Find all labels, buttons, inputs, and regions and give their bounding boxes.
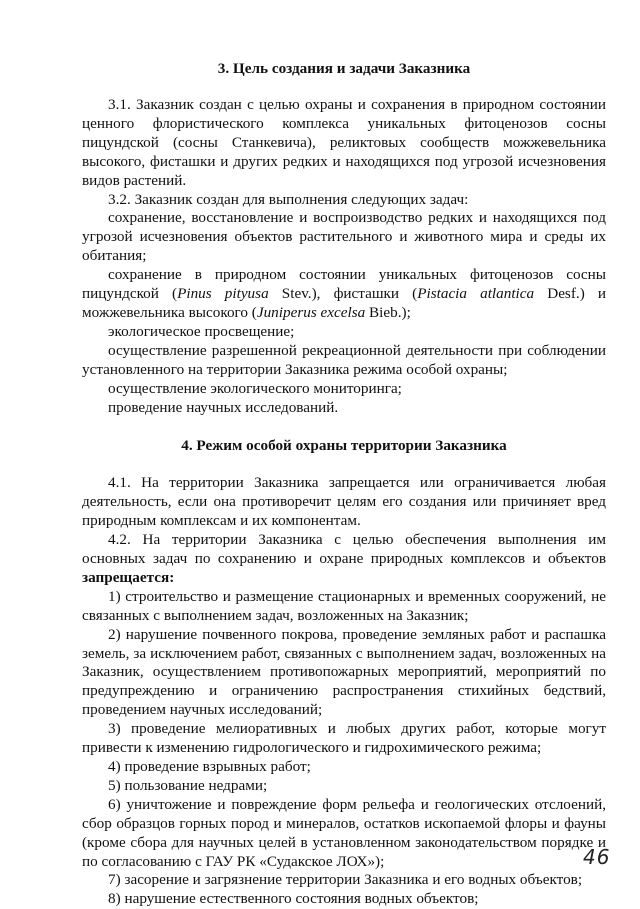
prohibition-item: 3) проведение мелиоративных и любых других работ, которые могут привести к изменению гидрологического и гидрохимического режима;: [82, 720, 606, 757]
task-recreation: осуществление разрешенной рекреационной деятельности при соблюдении установленного на территории Заказника режима особой охраны;: [82, 341, 606, 378]
task-research: проведение научных исследований.: [108, 398, 339, 416]
prohibited-label: запрещается:: [82, 568, 175, 586]
species-pistacia: Pistacia atlantica: [417, 285, 535, 303]
task-text-d: Bieb.);: [365, 303, 411, 321]
prohibition-item: 1) строительство и размещение стационарных и временных сооружений, не связанных с выполнением задач, возложенных на Заказник;: [82, 587, 606, 624]
prohibition-item: 2) нарушение почвенного покрова, проведение земляных работ и распашка земель, за исключением работ, связанных с выполнением задач, возложенных на Заказник, осуществлением противопожарных мероприятий, мероприятий по предупреждению и ограничению распространения стихийных бедствий, проведением научных исследований;: [82, 625, 606, 719]
species-pinus: Pinus pityusa: [177, 285, 269, 303]
paragraph-3-2: 3.2. Заказник создан для выполнения следующих задач:: [108, 190, 469, 208]
paragraph-4-2-text: 4.2. На территории Заказника с целью обеспечения выполнения им основных задач по сохранению и охране природных комплексов и объектов: [82, 531, 606, 568]
prohibition-item: 6) уничтожение и повреждение форм рельефа и геологических отслоений, сбор образцов горных пород и минералов, остатков ископаемой флоры и фауны (кроме сбора для научных целей в установленном законодательством порядке и по согласованию с ГАУ РК «Судакское ЛОХ»);: [82, 795, 606, 870]
task-text-b: Stev.), фисташки (: [268, 285, 418, 303]
prohibition-item: 5) пользование недрами;: [108, 776, 268, 794]
task-conservation: сохранение, восстановление и воспроизводство редких и находящихся под угрозой исчезновения объектов растительного и животного мира и среды их обитания;: [82, 209, 606, 265]
prohibition-item: 7) засорение и загрязнение территории Заказника и его водных объектов;: [108, 871, 583, 889]
prohibition-item: 4) проведение взрывных работ;: [108, 758, 311, 775]
task-preservation-phytocenoses: [82, 266, 606, 323]
prohibition-item: 8) нарушение естественного состояния водных объектов;: [108, 890, 479, 908]
task-text-c: Desf.) и можжевельника высокого (: [82, 285, 606, 321]
page-number: 46: [583, 845, 611, 869]
paragraph-3-1: 3.1. Заказник создан с целью охраны и сохранения в природном состоянии ценного флористического комплекса уникальных фитоценозов сосны пицундской (сосны Станкевича), реликтовых сообществ можжевельника высокого, фисташки и других редких и находящихся под угрозой исчезновения видов растений.: [82, 96, 606, 189]
species-juniperus: Juniperus excelsa: [256, 303, 366, 321]
document-body: [82, 59, 606, 909]
section-4-heading: 4. Режим особой охраны территории Заказника: [181, 437, 507, 455]
task-monitoring: осуществление экологического мониторинга;: [108, 379, 402, 397]
task-education: экологическое просвещение;: [108, 322, 295, 340]
paragraph-4-2: [82, 531, 606, 588]
task-text-a: сохранение в природном состоянии уникальных фитоценозов сосны пицундской (: [82, 266, 606, 303]
section-3-heading: 3. Цель создания и задачи Заказника: [217, 60, 471, 77]
paragraph-4-1: 4.1. На территории Заказника запрещается или ограничивается любая деятельность, если она противоречит целям его создания или причиняет вред природным комплексам и их компонентам.: [82, 474, 606, 530]
